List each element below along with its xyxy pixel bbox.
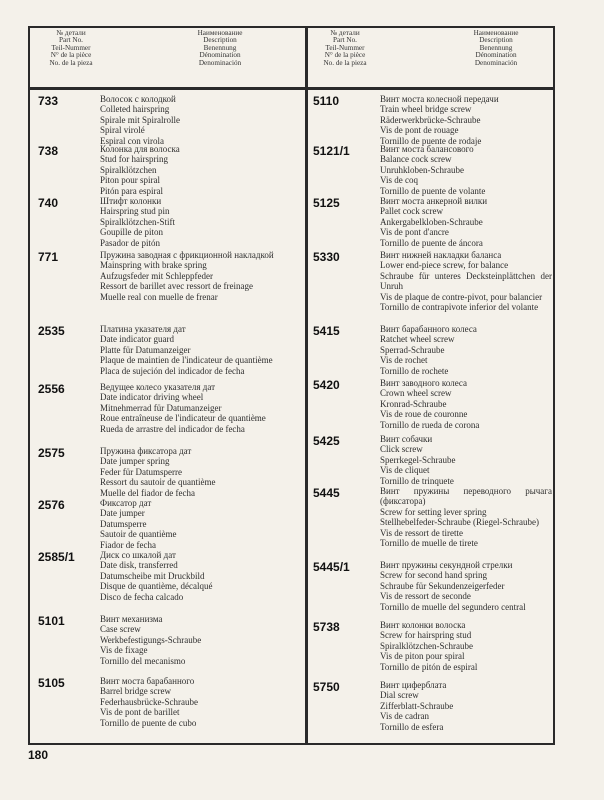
description-line: Tornillo de puente de rodaje xyxy=(380,135,482,146)
description-line: Date indicator guard xyxy=(100,334,174,345)
part-number: 5105 xyxy=(38,676,65,690)
part-number: 5125 xyxy=(313,196,340,210)
part-number: 5425 xyxy=(313,434,340,448)
description-line: Crown wheel screw xyxy=(380,388,452,399)
description-line: Tornillo de puente de volante xyxy=(380,185,486,196)
description-line: Vis de pont de barillet xyxy=(100,707,180,718)
description-line: Винт моста колесной передачи xyxy=(380,94,499,104)
description-line: Fiador de fecha xyxy=(100,539,156,550)
description-line: Tornillo de rueda de corona xyxy=(380,419,480,430)
description-line: Платина указателя дат xyxy=(100,324,186,334)
part-description xyxy=(100,446,300,498)
description-line: Винт колонки волоска xyxy=(380,620,466,630)
part-number: 2556 xyxy=(38,382,65,396)
description-line: Date jumper spring xyxy=(100,456,170,467)
description-line: Date disk, transferred xyxy=(100,560,178,571)
description-line: Vis de coq xyxy=(380,175,418,186)
description-line: Ressort de barillet avec ressort de freinage xyxy=(100,281,253,292)
part-description xyxy=(100,196,300,248)
part-number: 2576 xyxy=(38,498,65,512)
part-description xyxy=(380,434,552,486)
part-description xyxy=(100,676,300,728)
description-line: Колонка для волоска xyxy=(100,144,180,154)
part-description xyxy=(380,94,552,146)
description-line: Disque de quantième, décalqué xyxy=(100,581,213,592)
description-line: Espiral con virola xyxy=(100,135,164,146)
description-line: Vis de piton pour spiral xyxy=(380,651,465,662)
description-line: Lower end-piece screw, for balance xyxy=(380,260,509,271)
part-description xyxy=(100,550,300,602)
description-line: Vis de ressort de seconde xyxy=(380,591,471,602)
description-line: Muelle real con muelle de frenar xyxy=(100,291,218,302)
part-description xyxy=(100,498,300,550)
header-name-line: Denominación xyxy=(474,58,518,67)
description-line: Фиксатор дат xyxy=(100,498,152,508)
description-line: Tornillo del mecanismo xyxy=(100,655,186,666)
description-line: Винт собачки xyxy=(380,434,433,444)
description-line: Colleted hairspring xyxy=(100,104,170,115)
description-line: Винт нижней накладки баланса xyxy=(380,250,502,260)
description-line: Dial screw xyxy=(380,690,419,701)
part-description xyxy=(100,324,300,376)
description-line: Винт пружины секундной стрелки xyxy=(380,560,513,570)
description-line: Muelle del fiador de fecha xyxy=(100,487,195,498)
description-line: Rueda de arrastre del indicador de fecha xyxy=(100,423,245,434)
description-line: Balance cock screw xyxy=(380,154,452,165)
description-line: Spiralklötzchen xyxy=(100,164,157,175)
part-number: 5738 xyxy=(313,620,340,634)
header-name-line: Наименование xyxy=(197,29,243,37)
description-line: Spirale mit Spiralrolle xyxy=(100,114,180,125)
description-line: Werkbefestigungs-Schraube xyxy=(100,634,202,645)
description-line: Screw for second hand spring xyxy=(380,570,487,581)
description-line: Screw for setting lever spring xyxy=(380,506,487,517)
part-number: 2575 xyxy=(38,446,65,460)
description-line: Goupille de piton xyxy=(100,227,163,238)
description-line: Tornillo de puente de cubo xyxy=(100,717,197,728)
header-name-line: Dénomination xyxy=(475,51,517,60)
description-line: Vis de cadran xyxy=(380,711,429,722)
description-line: Aufzugsfeder mit Schleppfeder xyxy=(100,270,213,281)
description-line: Пружина фиксатора дат xyxy=(100,446,192,456)
description-line: Ratchet wheel screw xyxy=(380,334,455,345)
description-line: Zifferblatt-Schraube xyxy=(380,700,454,711)
description-line: Tornillo de esfera xyxy=(380,721,444,732)
part-number: 5330 xyxy=(313,250,340,264)
description-line: Mitnehmerrad für Datumanzeiger xyxy=(100,402,222,413)
description-line: Spiralklötzchen-Schraube xyxy=(380,640,473,651)
description-line: Vis de rochet xyxy=(380,355,428,366)
header-name-line: Benennung xyxy=(203,43,237,52)
description-line: Волосок с колодкой xyxy=(100,94,176,104)
page-number: 180 xyxy=(28,748,49,762)
description-line: Spiralklötzchen-Stift xyxy=(100,216,175,227)
description-line: Stud for hairspring xyxy=(100,154,168,165)
header-name-line: Denominación xyxy=(198,58,242,67)
part-number: 2535 xyxy=(38,324,65,338)
header-name-line: Dénomination xyxy=(199,51,241,60)
description-line: Roue entraîneuse de l'indicateur de quantième xyxy=(100,413,266,424)
header-name xyxy=(436,30,556,67)
header-part-no-line: No. de la pieza xyxy=(49,58,93,67)
part-description xyxy=(100,250,300,302)
description-line: Tornillo de muelle del segundero central xyxy=(380,601,526,612)
description-line: Ankergabelkloben-Schraube xyxy=(380,216,483,227)
part-number: 5110 xyxy=(313,94,340,108)
description-line: Tornillo de rochete xyxy=(380,365,449,376)
description-line: Vis de ressort de tirette xyxy=(380,527,463,538)
header-part-no-line: N° de la pièce xyxy=(324,51,366,60)
description-line: Vis de fixage xyxy=(100,645,148,656)
header-part-no xyxy=(36,30,106,67)
part-description xyxy=(100,94,300,146)
description-line: Tornillo de contrapivote inferior del volante xyxy=(380,302,539,313)
description-line: Tornillo de pitón de espiral xyxy=(380,661,478,672)
description-line: Feder für Datumsperre xyxy=(100,466,182,477)
description-line: Stellhebelfeder-Schraube (Riegel-Schraube) xyxy=(380,517,539,528)
description-line: Unruhkloben-Schraube xyxy=(380,164,464,175)
header-name-line: Description xyxy=(479,36,513,45)
part-number: 738 xyxy=(38,144,59,158)
description-line: Case screw xyxy=(100,624,141,635)
description-line: Schraube für unteres Decksteinplättchen der Unruh xyxy=(380,270,552,292)
header-left xyxy=(28,30,305,85)
description-line: Spiral virolé xyxy=(100,125,145,136)
header-name-line: Description xyxy=(203,36,237,45)
description-line: Hairspring stud pin xyxy=(100,206,170,217)
description-line: Mainspring with brake spring xyxy=(100,260,207,271)
description-line: Винт механизма xyxy=(100,614,163,624)
description-line: Platte für Datumanzeiger xyxy=(100,344,191,355)
part-description xyxy=(100,144,300,196)
description-line: Pasador de pitón xyxy=(100,237,160,248)
header-part-no xyxy=(310,30,380,67)
description-line: Schraube für Sekundenzeigerfeder xyxy=(380,580,505,591)
description-line: Штифт колонки xyxy=(100,196,162,206)
description-line: Datumsperre xyxy=(100,518,147,529)
header-part-no-line: N° de la pièce xyxy=(50,51,92,60)
part-number: 5445/1 xyxy=(313,560,350,574)
description-line: Sautoir de quantième xyxy=(100,529,177,540)
part-number: 733 xyxy=(38,94,59,108)
description-line: Tornillo de puente de áncora xyxy=(380,237,483,248)
header-right xyxy=(308,30,555,85)
part-description xyxy=(380,680,552,732)
part-number: 5445 xyxy=(313,486,340,500)
part-number: 2585/1 xyxy=(38,550,75,564)
part-description xyxy=(380,144,552,196)
description-line: Диск со шкалой дат xyxy=(100,550,176,560)
description-line: Винт моста балансового xyxy=(380,144,474,154)
header-name-line: Benennung xyxy=(479,43,513,52)
description-line: Date jumper xyxy=(100,508,145,519)
part-description xyxy=(380,378,552,430)
description-line: Ведущее колесо указателя дат xyxy=(100,382,216,392)
description-line: Vis de roue de couronne xyxy=(380,409,468,420)
header-part-no-line: № детали xyxy=(56,29,86,37)
column-divider xyxy=(305,26,308,745)
description-line: Räderwerkbrücke-Schraube xyxy=(380,114,481,125)
part-number: 5750 xyxy=(313,680,340,694)
description-line: Vis de plaque de contre-pivot, pour balancier xyxy=(380,291,543,302)
description-line: Пружина заводная с фрикционной накладкой xyxy=(100,250,274,260)
description-line: Винт заводного колеса xyxy=(380,378,468,388)
description-line: Винт циферблата xyxy=(380,680,447,690)
part-description xyxy=(380,250,552,312)
description-line: Sperrkegel-Schraube xyxy=(380,454,456,465)
description-line: Sperrad-Schraube xyxy=(380,344,445,355)
header-part-no-line: No. de la pieza xyxy=(323,58,367,67)
description-line: Tornillo de muelle de tirete xyxy=(380,538,478,549)
description-line: Date indicator driving wheel xyxy=(100,392,204,403)
header-part-no-line: Teil-Nummer xyxy=(51,43,91,52)
description-line: Винт моста анкерной вилки xyxy=(380,196,488,206)
description-line: Vis de pont de rouage xyxy=(380,125,459,136)
description-line: Винт барабанного колеса xyxy=(380,324,477,334)
description-line: Pallet cock screw xyxy=(380,206,443,217)
header-part-no-line: № детали xyxy=(330,29,360,37)
part-number: 740 xyxy=(38,196,59,210)
part-description xyxy=(380,620,552,672)
description-line: Plaque de maintien de l'indicateur de quantième xyxy=(100,355,273,366)
description-line: Pitón para espiral xyxy=(100,185,163,196)
part-number: 5101 xyxy=(38,614,65,628)
description-line: Винт моста барабанного xyxy=(100,676,195,686)
description-line: Screw for hairspring stud xyxy=(380,630,472,641)
description-line: Barrel bridge screw xyxy=(100,686,171,697)
part-description xyxy=(380,560,552,612)
description-line: Placa de sujeción del indicador de fecha xyxy=(100,365,245,376)
description-line: Federhausbrücke-Schraube xyxy=(100,696,198,707)
part-description xyxy=(100,614,300,666)
part-number: 5420 xyxy=(313,378,340,392)
header-part-no-line: Part No. xyxy=(333,36,357,45)
description-line: Tornillo de trinquete xyxy=(380,475,454,486)
part-number: 5415 xyxy=(313,324,340,338)
part-description xyxy=(380,486,552,548)
header-part-no-line: Part No. xyxy=(59,36,83,45)
description-line: Kronrad-Schraube xyxy=(380,398,447,409)
description-line: Datumscheibe mit Druckbild xyxy=(100,570,205,581)
description-line: Disco de fecha calcado xyxy=(100,591,184,602)
description-line: Ressort du sautoir de quantième xyxy=(100,477,216,488)
description-line: Piton pour spiral xyxy=(100,175,160,186)
description-line: Vis de pont d'ancre xyxy=(380,227,449,238)
description-line: Винт пружины переводного рычага (фиксатора) xyxy=(380,486,552,507)
header-divider xyxy=(28,87,555,90)
part-description xyxy=(100,382,300,434)
part-number: 771 xyxy=(38,250,59,264)
header-name-line: Наименование xyxy=(473,29,519,37)
part-description xyxy=(380,196,552,248)
description-line: Vis de cliquet xyxy=(380,465,430,476)
part-description xyxy=(380,324,552,376)
header-name xyxy=(160,30,280,67)
description-line: Click screw xyxy=(380,444,423,455)
description-line: Train wheel bridge screw xyxy=(380,104,472,115)
header-part-no-line: Teil-Nummer xyxy=(325,43,365,52)
part-number: 5121/1 xyxy=(313,144,350,158)
